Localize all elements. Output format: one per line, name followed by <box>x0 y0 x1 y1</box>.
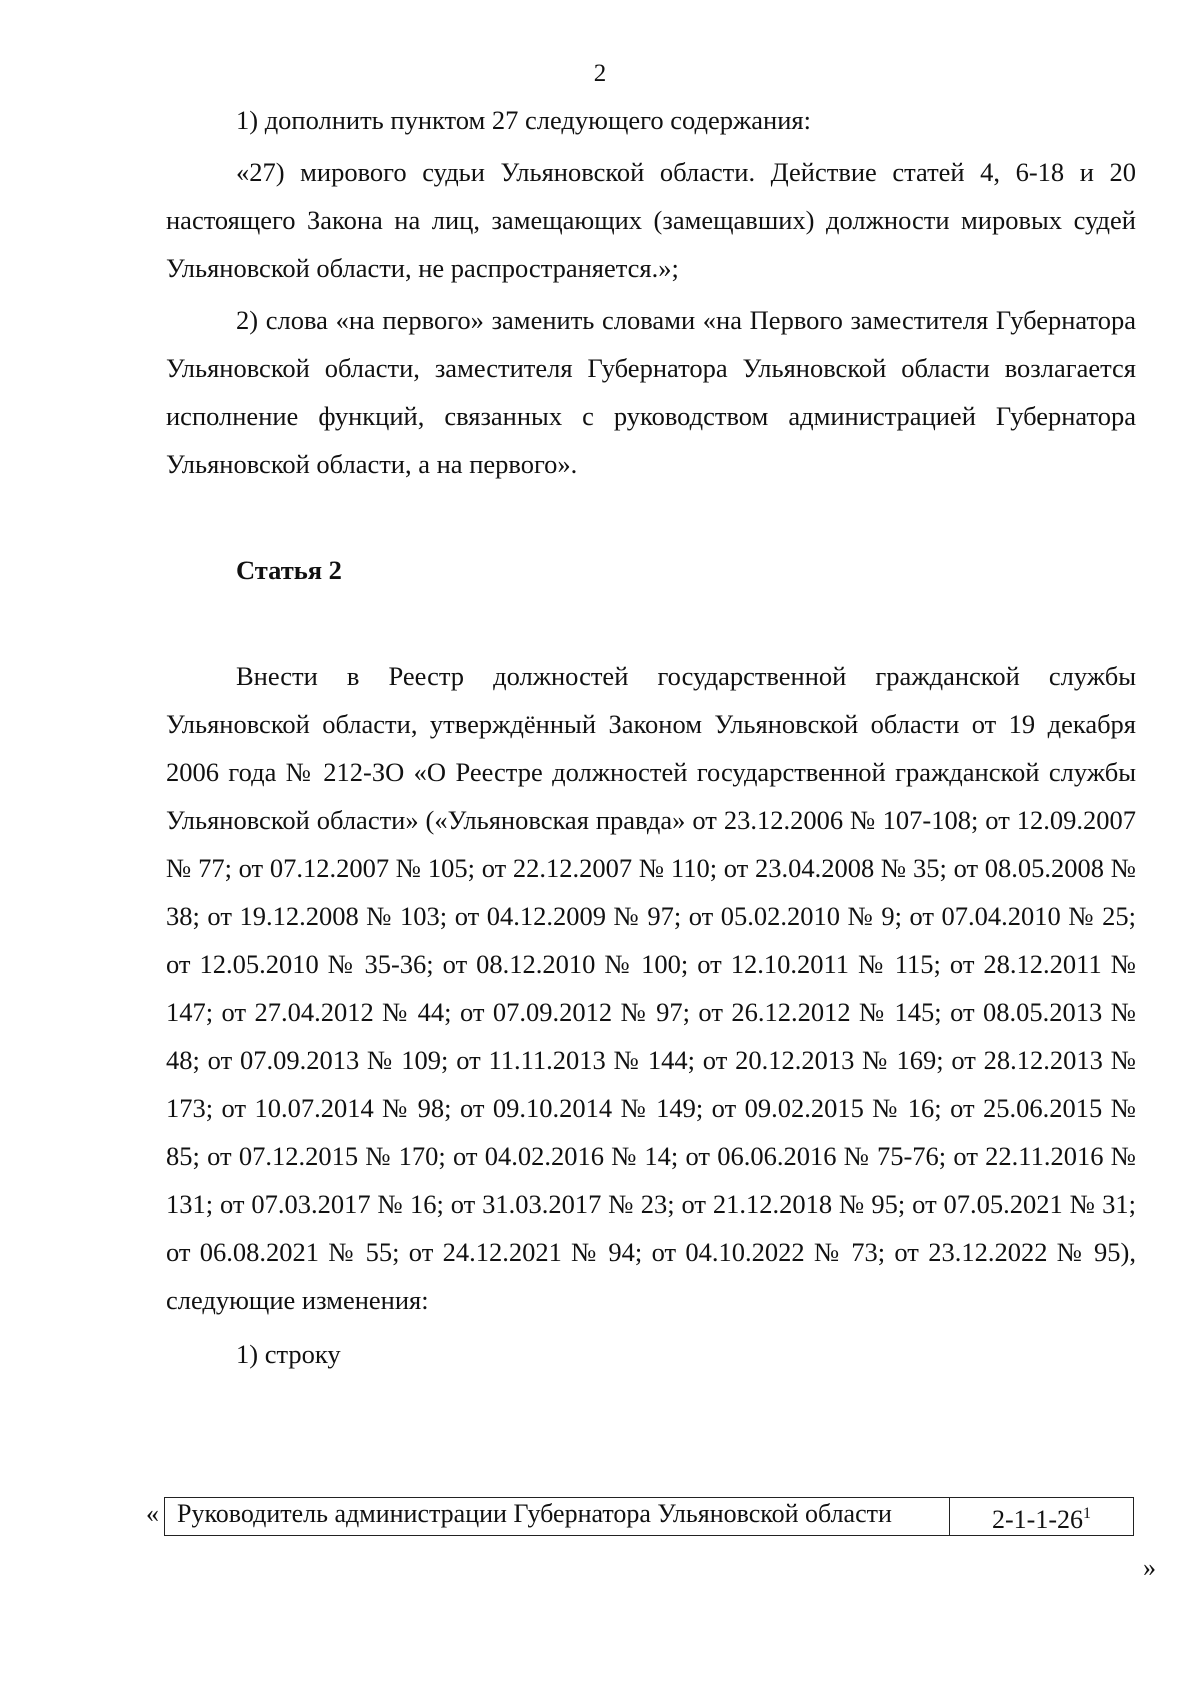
registry-row-quote <box>146 1497 1156 1587</box>
registry-table <box>164 1497 1134 1536</box>
position-code-superscript: 1 <box>1082 1505 1091 1522</box>
position-title: Руководитель администрации Губернатора Ульяновской области <box>177 1499 892 1528</box>
article-heading: Статья 2 <box>236 555 342 585</box>
article-item-1: 1) строку <box>236 1339 341 1369</box>
position-code: 2-1-1-26 <box>992 1505 1083 1534</box>
page-number: 2 <box>593 60 607 87</box>
table-row <box>165 1498 1134 1536</box>
position-title-cell <box>165 1498 950 1536</box>
quote-open: « <box>146 1499 159 1528</box>
amendment-item-2: 2) слова «на первого» заменить словами «на Первого заместителя Губернатора Ульяновской области, заместителя Губернатора Ульяновской области возлагается исполнение функций, связанных с руководством администрацией Губернатора Ульяновской области, а на первого». <box>166 305 1136 479</box>
position-code-cell <box>950 1498 1134 1536</box>
quote-close: » <box>1143 1553 1156 1582</box>
amendment-item-1: 1) дополнить пунктом 27 следующего содержания: <box>236 105 811 135</box>
amendment-item-27-text: «27) мирового судьи Ульяновской области. Действие статей 4, 6-18 и 20 настоящего Закона на лиц, замещающих (замещавших) должности мировых судей Ульяновской области, не распространяется.»; <box>166 157 1136 283</box>
article-text: Внести в Реестр должностей государственной гражданской службы Ульяновской области, утверждённый Законом Ульяновской области от 19 декабря 2006 года № 212-ЗО «О Реестре должностей государственной гражданской службы Ульяновской области» («Ульяновская правда» от 23.12.2006 № 107-108; от 12.09.2007 № 77; от 07.12.2007 № 105; от 22.12.2007 № 110; от 23.04.2008 № 35; от 08.05.2008 № 38; от 19.12.2008 № 103; от 04.12.2009 № 97; от 05.02.2010 № 9; от 07.04.2010 № 25; от 12.05.2010 № 35-36; от 08.12.2010 № 100; от 12.10.2011 № 115; от 28.12.2011 № 147; от 27.04.2012 № 44; от 07.09.2012 № 97; от 26.12.2012 № 145; от 08.05.2013 № 48; от 07.09.2013 № 109; от 11.11.2013 № 144; от 20.12.2013 № 169; от 28.12.2013 № 173; от 10.07.2014 № 98; от 09.10.2014 № 149; от 09.02.2015 № 16; от 25.06.2015 № 85; от 07.12.2015 № 170; от 04.02.2016 № 14; от 06.06.2016 № 75-76; от 22.11.2016 № 131; от 07.03.2017 № 16; от 31.03.2017 № 23; от 21.12.2018 № 95; от 07.05.2021 № 31; от 06.08.2021 № 55; от 24.12.2021 № 94; от 04.10.2022 № 73; от 23.12.2022 № 95), следующие изменения: <box>166 661 1136 1315</box>
document-body <box>166 96 1136 1378</box>
